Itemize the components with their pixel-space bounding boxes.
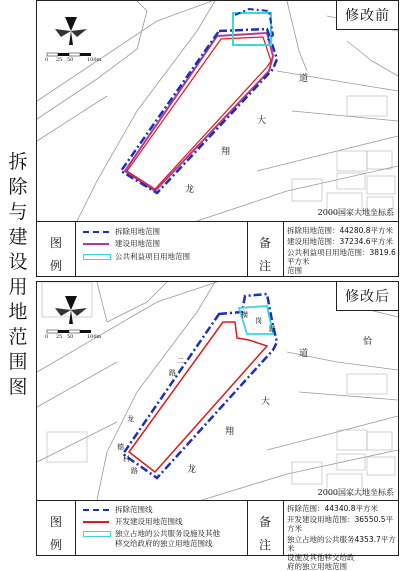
legend-label: 拆除范围线 xyxy=(115,505,153,514)
legend-label: 公共利益项目用地范围 xyxy=(115,252,190,261)
street-label: 二 xyxy=(177,357,184,365)
road-label: 道 xyxy=(299,349,309,359)
legend-head-char: 例 xyxy=(49,538,62,552)
note-line: 设施及其他移交给政 xyxy=(287,553,355,562)
top-panel xyxy=(36,0,399,277)
notes xyxy=(287,226,397,275)
scale-label-50: 50 xyxy=(67,57,74,63)
legend-head xyxy=(37,222,76,277)
note-head-char: 注 xyxy=(258,259,271,273)
scale-bar xyxy=(47,330,91,333)
legend-items xyxy=(75,501,248,556)
side-title-char: 与 xyxy=(8,201,28,223)
bottom-map xyxy=(37,282,398,500)
road-label: 翔 xyxy=(221,147,231,157)
top-map xyxy=(37,1,398,221)
note-line: 建设用地范围：37234.6平方米 xyxy=(287,237,394,246)
road-label: 龙 xyxy=(185,185,195,195)
street-label: 德 xyxy=(117,443,124,451)
legend-swatch xyxy=(83,521,109,523)
note-line: 范围 xyxy=(287,266,302,275)
side-title-char: 除 xyxy=(8,176,28,198)
legend-swatch xyxy=(83,254,111,260)
legend-label: 开发建设用地范围线 xyxy=(115,517,183,526)
bottom-panel xyxy=(36,281,399,571)
side-title-char: 地 xyxy=(8,301,28,323)
bottom-map-svg xyxy=(37,282,398,500)
legend-label: 独立占地的公共服务设施及其他 xyxy=(115,529,220,538)
notes xyxy=(287,504,397,571)
legend-label: 移交给政府的独立用地范围线 xyxy=(115,539,213,548)
side-title-char: 拆 xyxy=(8,151,28,173)
road-label: 道 xyxy=(299,74,309,84)
coord-note: 2000国家大地坐标系 xyxy=(317,208,394,217)
scale-label-100m: 100m xyxy=(87,57,102,63)
scale-label-25: 25 xyxy=(56,57,63,63)
street-label: 路 xyxy=(269,325,276,333)
street-label: 横 xyxy=(241,311,248,319)
legend-swatch xyxy=(83,243,109,245)
legend-head xyxy=(37,501,76,556)
side-title-char: 图 xyxy=(8,376,28,398)
side-title-char: 建 xyxy=(8,226,28,248)
side-title xyxy=(4,150,32,400)
scale-label-0: 0 xyxy=(45,57,49,63)
note-line: 拆除范围：44340.8平方米 xyxy=(287,504,379,513)
coord-note: 2000国家大地坐标系 xyxy=(317,488,394,497)
note-line: 府的独立用地范围 xyxy=(287,562,347,571)
status-badge: 修改后 xyxy=(336,282,398,311)
scale-label-25: 25 xyxy=(56,334,63,340)
status-badge: 修改前 xyxy=(336,1,398,30)
legend-swatch xyxy=(83,531,111,537)
scale-label-100m: 100m xyxy=(87,334,102,340)
side-title-char: 围 xyxy=(8,351,28,373)
legend-swatch xyxy=(83,509,109,511)
scale-label-0: 0 xyxy=(45,334,49,340)
side-title-char: 范 xyxy=(8,326,28,348)
legend-items xyxy=(75,222,248,277)
note-line: 拆除用地范围：44280.8平方米 xyxy=(287,226,394,235)
side-title-char: 设 xyxy=(8,251,28,273)
scale-label-50: 50 xyxy=(67,334,74,340)
legend-head-char: 图 xyxy=(49,515,62,529)
road-label: 翔 xyxy=(225,427,235,437)
road-label: 大 xyxy=(257,116,267,126)
note-head-char: 备 xyxy=(258,515,271,529)
street-label: 科 xyxy=(123,455,130,463)
side-title-char: 用 xyxy=(8,276,28,298)
legend-label: 拆除用地范围 xyxy=(115,227,160,236)
north-arrow-icon xyxy=(55,296,87,324)
note-line: 开发建设用地范围：36550.5平方米 xyxy=(287,515,394,533)
note-head-char: 备 xyxy=(258,236,271,250)
top-legend xyxy=(37,221,398,277)
legend-head-char: 例 xyxy=(49,259,62,273)
note-head xyxy=(247,501,284,556)
road-label: 龙 xyxy=(187,465,197,475)
top-map-svg xyxy=(37,1,398,221)
street-label: 路 xyxy=(169,369,176,377)
bottom-legend xyxy=(37,500,398,571)
north-arrow-icon xyxy=(55,17,87,45)
legend-swatch xyxy=(83,231,109,233)
road-label: 恰 xyxy=(363,337,373,347)
note-head-char: 注 xyxy=(258,538,271,552)
street-label: 岗 xyxy=(255,317,262,325)
street-label: 龙 xyxy=(127,415,134,423)
street-label: 路 xyxy=(131,467,138,475)
scale-bar xyxy=(47,53,91,56)
legend-label: 建设用地范围 xyxy=(115,239,160,248)
note-line: 公共利益项目用地范围：3819.6平方米 xyxy=(287,248,396,266)
note-line: 独立占地的公共服务4353.7平方米 xyxy=(287,535,396,553)
note-head xyxy=(247,222,284,277)
road-label: 大 xyxy=(261,397,271,407)
legend-head-char: 图 xyxy=(49,236,62,250)
